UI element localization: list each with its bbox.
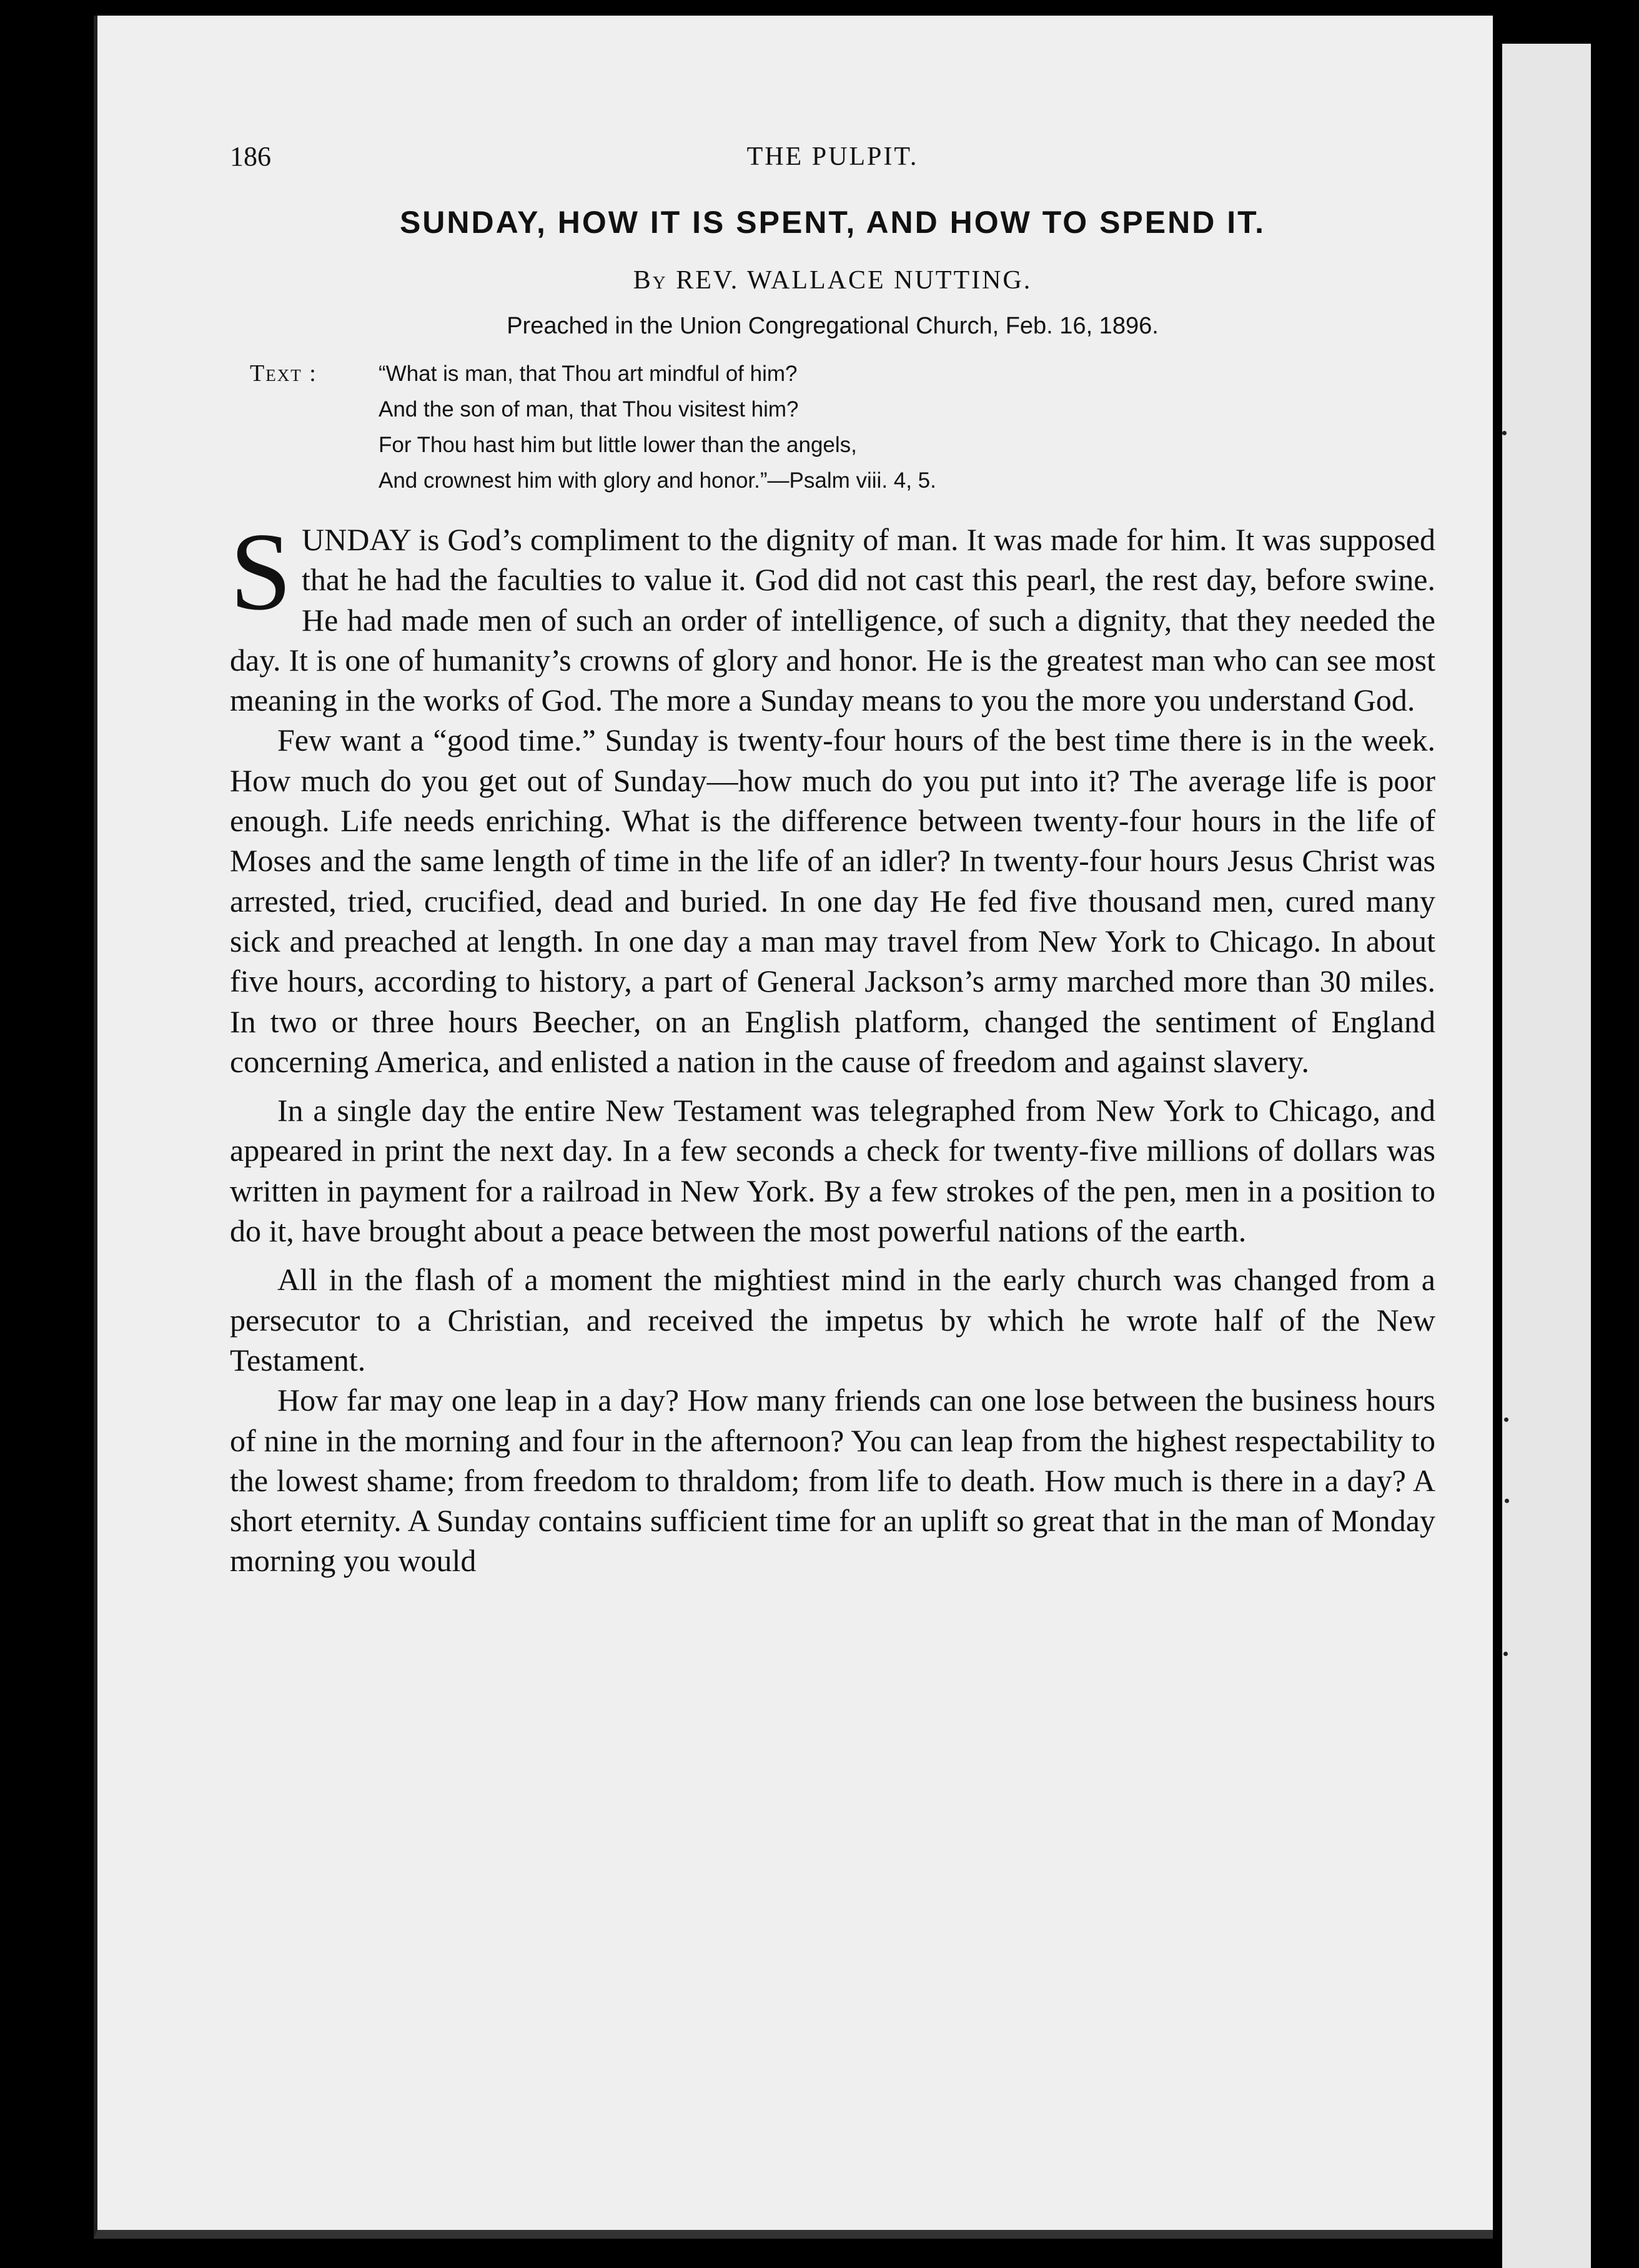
paragraph: Few want a “good time.” Sunday is twenty-four hours of the best time there is in the week. How much do you get out of Sunday—how much do you put into it? The average life is poor enough. Life needs enriching. What is the difference between twenty-four hours in the life of Moses and the same length of time in the life of an idler? In twenty-four hours Jesus Christ was arrested, tried, crucified, dead and buried. In one day He fed five thousand men, cured many sick and preached at length. In one day a man may travel from New York to Chicago. In about five hours, according to history, a part of General Jackson’s army marched more than 30 miles. In two or three hours Beecher, on an English platform, changed the sentiment of England concerning America, and enlisted a nation in the cause of freedom and against slavery.	[230, 722, 1435, 1079]
ink-speck	[1505, 1499, 1509, 1503]
running-head	[230, 141, 1435, 197]
facing-page-edge	[1502, 44, 1591, 2268]
verse-line: “What is man, that Thou art mindful of him?	[379, 362, 798, 386]
page-number: 186	[230, 141, 271, 172]
drop-cap: S	[230, 510, 292, 633]
verse-lines	[379, 356, 1435, 498]
paragraph: All in the flash of a moment the mightiest mind in the early church was changed from a persecutor to a Christian, and received the impetus by which he wrote half of the New Testament.	[230, 1262, 1435, 1378]
ink-speck	[1502, 431, 1507, 435]
byline-prefix: By	[633, 266, 668, 295]
sermon-title: SUNDAY, HOW IT IS SPENT, AND HOW TO SPEND IT.	[399, 205, 1266, 240]
page-content	[230, 141, 1435, 1581]
ink-speck	[1504, 1418, 1508, 1422]
scripture-text	[230, 356, 1435, 498]
paragraph: In a single day the entire New Testament was telegraphed from New York to Chicago, and appeared in print the next day. In a few seconds a check for twenty-five millions of dollars was written in payment for a railroad in New York. By a few strokes of the pen, men in a position to do it, have brought about a peace between the most powerful nations of the earth.	[230, 1093, 1435, 1249]
text-label: Text :	[250, 360, 317, 387]
verse-line: And the son of man, that Thou visitest him?	[379, 397, 799, 422]
preached-note: Preached in the Union Congregational Church, Feb. 16, 1896.	[507, 313, 1159, 339]
ink-speck	[1503, 1652, 1508, 1656]
verse-line: For Thou hast him but little lower than the angels,	[379, 433, 857, 457]
book-page	[94, 16, 1493, 2239]
byline-name: REV. WALLACE NUTTING.	[676, 266, 1032, 295]
paragraph-text: UNDAY is God’s compliment to the dignity of man. It was made for him. It was supposed that he had the faculties to value it. God did not cast this pearl, the rest day, before swine. He had made men of such an order of intelligence, of such a dignity, that they needed the day. It is one of humanity’s crowns of glory and honor. He is the greatest man who can see most meaning in the works of God. The more a Sunday means to you the more you understand God.	[230, 522, 1435, 718]
paragraph: How far may one leap in a day? How many friends can one lose between the business hours of nine in the morning and four in the afternoon? You can leap from the highest respectability to the lowest shame; from freedom to thraldom; from life to death. How much is there in a day? A short eternity. A Sunday contains sufficient time for an uplift so great that in the man of Monday morning you would	[230, 1383, 1435, 1579]
verse-line: And crownest him with glory and honor.”—Psalm viii. 4, 5.	[379, 468, 936, 493]
paragraph	[230, 510, 1435, 720]
sermon-body	[230, 510, 1435, 1581]
byline	[230, 265, 1435, 295]
running-title: THE PULPIT.	[746, 142, 919, 171]
